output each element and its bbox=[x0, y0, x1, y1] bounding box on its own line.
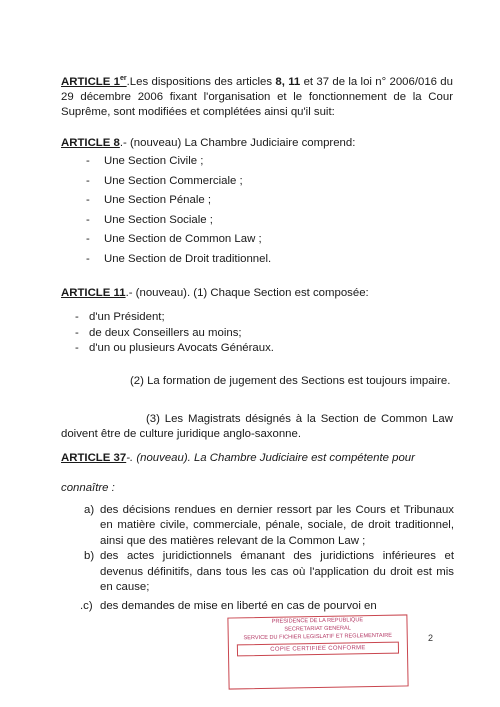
article-8-heading: ARTICLE 8 bbox=[61, 137, 120, 149]
list-marker: a) bbox=[84, 504, 95, 516]
list-item-text: des décisions rendues en dernier ressort par les Cours et Tribunaux en matière civile, commerciale, pénale, sociale, de droit traditionnel, ainsi que des matières relevant de la Common Law ; bbox=[100, 504, 454, 547]
list-item bbox=[86, 549, 454, 595]
article-11-para-3: (3) Les Magistrats désignés à la Section de Common Law doivent être de culture juridique anglo-saxonne. bbox=[61, 413, 453, 440]
article-37-intro bbox=[61, 451, 453, 466]
list-marker: b) bbox=[84, 550, 95, 563]
article-11-heading: ARTICLE 11 bbox=[61, 287, 126, 299]
list-marker: .c) bbox=[80, 600, 93, 613]
list-item bbox=[80, 599, 454, 614]
article-37-heading: ARTICLE 37 bbox=[61, 452, 127, 464]
article-8-intro-text: .- (nouveau) La Chambre Judiciaire comprend: bbox=[119, 137, 356, 149]
stamp-line: PRESIDENCE DE LA REPUBLIQUE bbox=[271, 617, 364, 625]
list-item: - d'un Président; bbox=[75, 310, 274, 326]
certification-stamp bbox=[227, 614, 408, 689]
list-item bbox=[86, 503, 454, 549]
article-11-intro-text: .- (nouveau). (1) Chaque Section est composée: bbox=[125, 287, 369, 299]
article-11-intro bbox=[61, 286, 453, 301]
list-item-text: des demandes de mise en liberté en cas de pourvoi en bbox=[100, 600, 377, 613]
list-item: - Une Section Sociale ; bbox=[86, 211, 271, 231]
list-item: - Une Section de Common Law ; bbox=[86, 230, 271, 250]
article-11-para-2: (2) La formation de jugement des Sections est toujours impaire. bbox=[130, 375, 451, 387]
list-item: - Une Section Civile ; bbox=[86, 152, 271, 172]
page-number: 2 bbox=[428, 633, 434, 643]
article-1-paragraph bbox=[61, 71, 453, 120]
stamp-certified-box: COPIE CERTIFIEE CONFORME bbox=[237, 642, 399, 657]
article-1-text-b: et 37 de la loi n° 2006/016 du 29 décembre 2006 fixant l'organisation et le fonctionnement de la Cour Suprême, sont modifiées et complétées ainsi qu'il suit: bbox=[61, 75, 453, 118]
article-37-intro-text: -. (nouveau). La Chambre Judiciaire est compétente pour bbox=[126, 452, 415, 464]
article-1-text-a: .Les dispositions des articles bbox=[126, 75, 276, 88]
list-item-text: des actes juridictionnels émanant des juridictions inférieures et devenus définitifs, dans tous les cas où l'application du droit est mis en cause; bbox=[100, 550, 454, 594]
article-37-intro-cont: connaître : bbox=[61, 482, 115, 494]
list-item: - Une Section Pénale ; bbox=[86, 191, 271, 211]
article-11-list bbox=[75, 310, 274, 357]
article-1-heading: ARTICLE 1er bbox=[61, 75, 127, 88]
list-item: - Une Section Commerciale ; bbox=[86, 172, 271, 192]
list-item: - Une Section de Droit traditionnel. bbox=[86, 250, 271, 270]
list-item: - d'un ou plusieurs Avocats Généraux. bbox=[75, 341, 274, 357]
article-8-list bbox=[86, 152, 271, 270]
article-8-intro bbox=[61, 136, 453, 151]
stamp-line: SECRETARIAT GENERAL bbox=[284, 625, 351, 633]
article-37-list bbox=[80, 503, 454, 615]
stamp-line: SERVICE DU FICHIER LEGISLATIF ET REGLEMENTAIRE bbox=[243, 632, 393, 642]
article-1-numbers: 8, 11 bbox=[275, 75, 301, 88]
list-item: - de deux Conseillers au moins; bbox=[75, 326, 274, 342]
